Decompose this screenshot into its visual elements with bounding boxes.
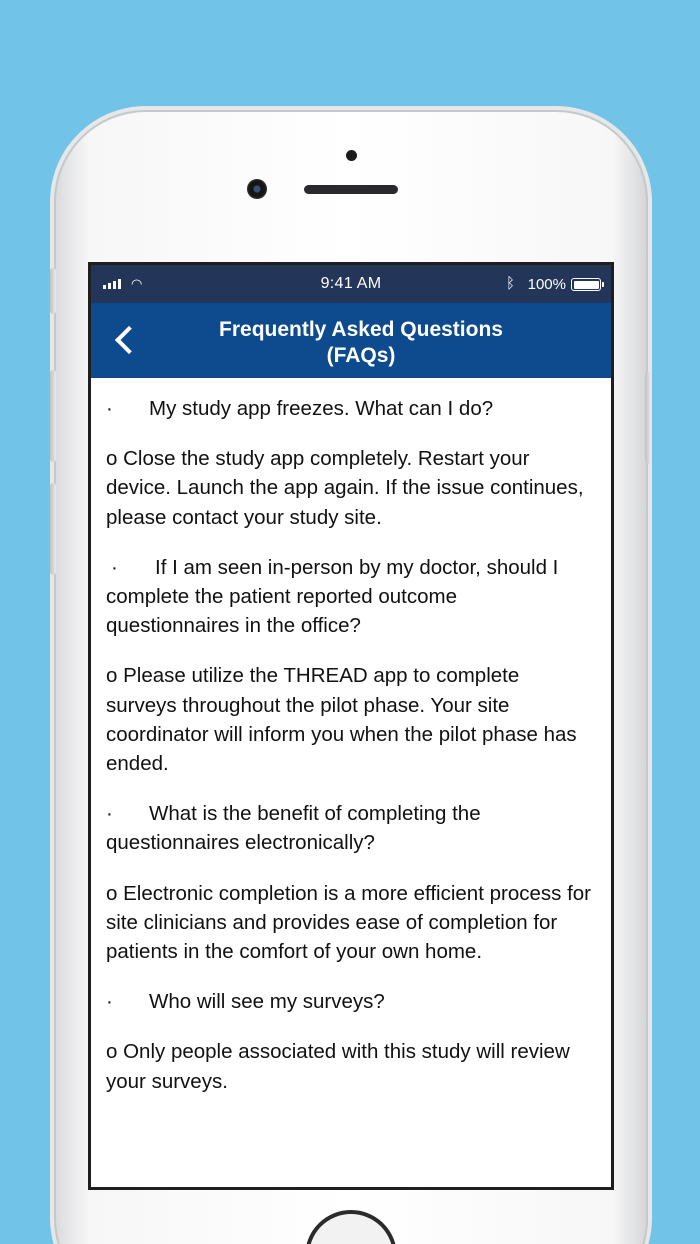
faq-question [106, 799, 595, 857]
bluetooth-icon: ᛒ [505, 275, 515, 292]
faq-question-text: Who will see my surveys? [149, 990, 385, 1014]
mute-switch [50, 268, 56, 314]
battery-icon [571, 278, 601, 291]
power-button [645, 372, 651, 464]
front-camera [247, 179, 267, 199]
bullet: · [106, 990, 113, 1014]
earpiece-speaker [304, 185, 398, 194]
bullet: · [106, 397, 113, 420]
phone-screen [88, 262, 614, 1190]
faq-question-text: If I am seen in-person by my doctor, should I complete the patient reported outcome questionnaires in the office? [106, 555, 559, 638]
app-screen [91, 265, 611, 1187]
faq-question-text: What is the benefit of completing the questionnaires electronically? [106, 802, 481, 855]
volume-up-button [50, 370, 56, 462]
faq-question [106, 394, 595, 423]
wifi-icon: ◠ [131, 276, 143, 291]
bullet: · [111, 555, 118, 579]
page-title [91, 317, 611, 369]
battery-percent: 100% [527, 276, 566, 293]
bullet: · [106, 802, 113, 826]
proximity-sensor [346, 150, 357, 161]
status-bar [91, 265, 611, 303]
faq-answer: o Please utilize the THREAD app to complete surveys throughout the pilot phase. Your site coordinator will inform you when the pilot phase has ended. [106, 664, 577, 776]
page-title-line-2: (FAQs) [326, 344, 396, 367]
faq-question [106, 553, 595, 641]
faq-list [91, 378, 611, 1117]
faq-answer: o Only people associated with this study will review your surveys. [106, 1040, 570, 1093]
status-time: 9:41 AM [320, 275, 382, 292]
page-title-line-1: Frequently Asked Questions [219, 318, 503, 341]
navigation-bar [91, 303, 611, 378]
faq-question [106, 987, 595, 1016]
faq-question-text: My study app freezes. What can I do? [149, 397, 494, 420]
faq-answer: o Close the study app completely. Restart your device. Launch the app again. If the issue continues, please contact your study site. [106, 447, 584, 529]
volume-down-button [50, 483, 56, 575]
faq-answer: o Electronic completion is a more efficient process for site clinicians and provides ease of completion for patients in the comfort of your own home. [106, 881, 592, 964]
